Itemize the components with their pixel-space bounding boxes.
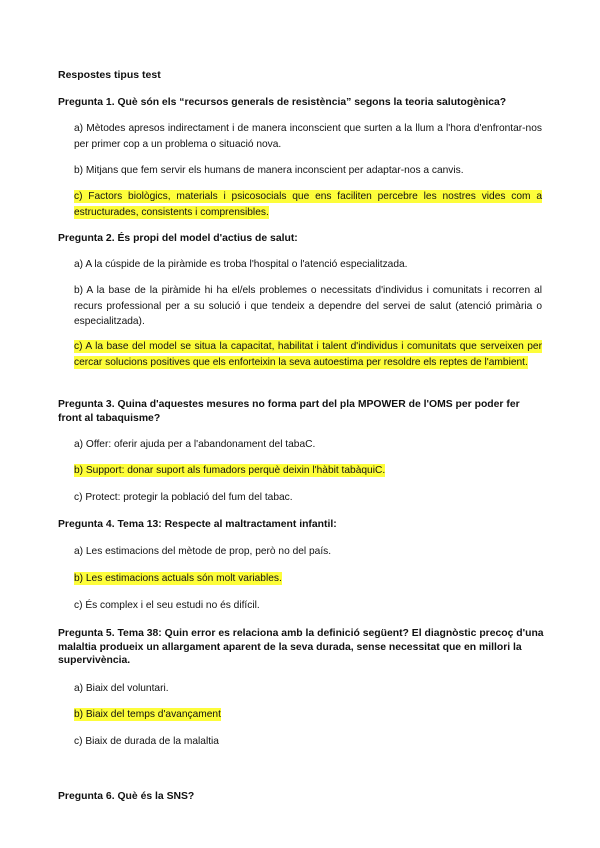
question-5-option-b — [74, 707, 542, 723]
question-3-option-c — [74, 490, 542, 506]
highlighted-option-text: c) A la base del model se situa la capacitat, habilitat i talent d'individus i comunitats que serveixen per cercar solucions positives que els enforteixin la seva autoestima per resoldre els reptes de l'ambient. — [74, 341, 542, 368]
highlighted-option-text: b) Biaix del temps d'avançament — [74, 709, 221, 720]
question-1-option-a — [74, 121, 542, 152]
option-text: a) Les estimacions del mètode de prop, però no del país. — [74, 546, 332, 557]
option-text: c) És complex i el seu estudi no és difícil. — [74, 600, 260, 611]
question-2-title: Pregunta 2. És propi del model d'actius de salut: — [58, 233, 298, 244]
option-text: a) Mètodes apresos indirectament i de manera inconscient que surten a la llum a l'hora d'enfrontar-nos per primer cop a un problema o situació nova. — [74, 123, 542, 150]
option-text: b) Mitjans que fem servir els humans de manera inconscient per adaptar-nos a canvis. — [74, 165, 464, 176]
question-2-option-b — [74, 283, 542, 330]
option-text: a) A la cúspide de la piràmide es troba l'hospital o l'atenció especialitzada. — [74, 259, 408, 270]
question-4-option-c — [74, 598, 542, 614]
question-4-title: Pregunta 4. Tema 13: Respecte al maltractament infantil: — [58, 519, 337, 530]
question-5-option-c — [74, 734, 542, 750]
option-text: a) Offer: oferir ajuda per a l'abandonament del tabaC. — [74, 439, 316, 450]
question-3-title: Pregunta 3. Quina d'aquestes mesures no forma part del pla MPOWER de l'OMS per poder fer front al tabaquisme? — [58, 399, 520, 424]
question-5-option-a — [74, 681, 542, 697]
option-text: c) Biaix de durada de la malaltia — [74, 736, 219, 747]
option-text: c) Protect: protegir la població del fum del tabac. — [74, 492, 293, 503]
highlighted-option-text: b) Support: donar suport als fumadors perquè deixin l'hàbit tabàquiC. — [74, 465, 386, 476]
question-2-option-a — [74, 257, 542, 273]
option-text: b) A la base de la piràmide hi ha el/els problemes o necessitats d'individus i comunitats i recorren al recurs professional per a su solució i que tendeix a dependre del servei de salut (atenció primària o especialitzada). — [74, 285, 542, 328]
highlighted-option-text: c) Factors biològics, materials i psicosocials que ens faciliten percebre les nostres vides com a estructurades, consistents i comprensibles. — [74, 191, 542, 218]
option-text: a) Biaix del voluntari. — [74, 683, 169, 694]
question-1-title: Pregunta 1. Què són els “recursos generals de resistència” segons la teoria salutogènica? — [58, 97, 507, 108]
question-2-option-c — [74, 339, 542, 370]
question-4-option-a — [74, 544, 542, 560]
question-4-option-b — [74, 571, 542, 587]
highlighted-option-text: b) Les estimacions actuals són molt variables. — [74, 573, 282, 584]
question-1-option-b — [74, 163, 542, 179]
question-3-option-b — [74, 463, 542, 479]
question-6-title: Pregunta 6. Què és la SNS? — [58, 791, 195, 802]
document-title: Respostes tipus test — [58, 69, 161, 81]
question-3-option-a — [74, 437, 542, 453]
question-5-title: Pregunta 5. Tema 38: Quin error es relaciona amb la definició següent? El diagnòstic precoç d'una malaltia produeix un allargament aparent de la seva durada, sense necessitat que en millori la supervivència. — [58, 628, 544, 666]
question-1-option-c — [74, 189, 542, 220]
